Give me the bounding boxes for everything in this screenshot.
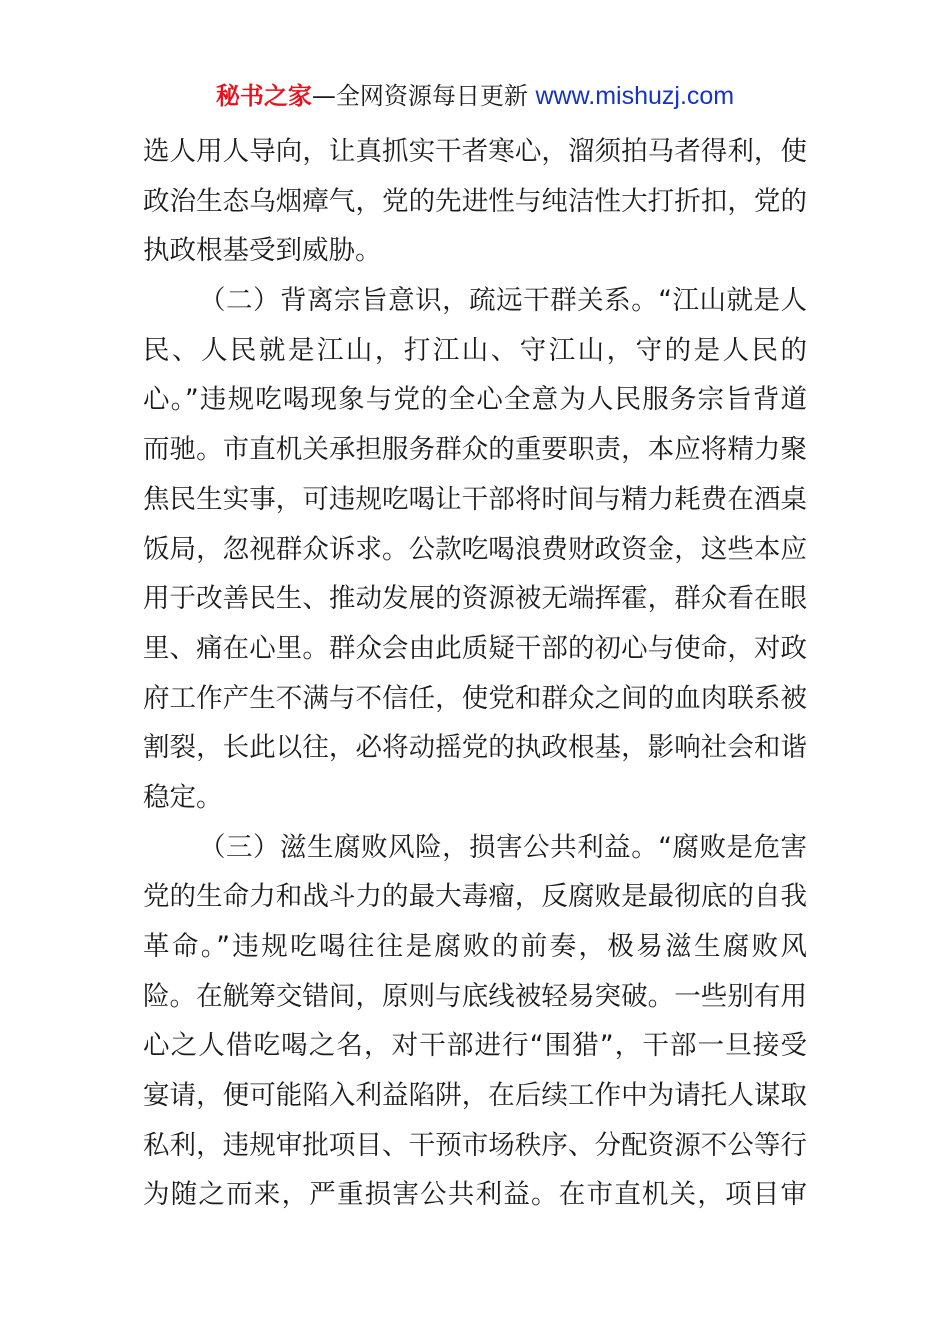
text-line: 里、痛在心里。群众会由此质疑干部的初心与使命，对政 [143,632,807,664]
section-heading-line: （二）背离宗旨意识，疏远干群关系。“江山就是人 [199,285,807,317]
text-line: 心之人借吃喝之名，对干部进行“围猎”，干部一旦接受 [143,1030,807,1062]
document-body [143,127,807,1220]
site-tagline: —全网资源每日更新 [311,82,528,110]
text-line: 民、人民就是江山，打江山、守江山，守的是人民的 [143,334,807,366]
site-header [0,80,950,112]
text-line: 焦民生实事，可违规吃喝让干部将时间与精力耗费在酒桌 [143,483,807,515]
text-line: 宴请，便可能陷入利益陷阱，在后续工作中为请托人谋取 [143,1080,807,1112]
text-line: 政治生态乌烟瘴气，党的先进性与纯洁性大打折扣，党的 [143,185,807,217]
text-line: 党的生命力和战斗力的最大毒瘤，反腐败是最彻底的自我 [143,881,807,913]
text-line: 府工作产生不满与不信任，使党和群众之间的血肉联系被 [143,682,807,714]
text-line: 用于改善民生、推动发展的资源被无端挥霍，群众看在眼 [143,583,807,615]
site-url: www.mishuzj.com [535,82,735,110]
site-brand: 秘书之家 [215,82,312,110]
section-heading-line: （三）滋生腐败风险，损害公共利益。“腐败是危害 [199,831,807,863]
text-line: 险。在觥筹交错间，原则与底线被轻易突破。一些别有用 [143,980,807,1012]
text-line: 私利，违规审批项目、干预市场秩序、分配资源不公等行 [143,1129,807,1161]
text-line: 为随之而来，严重损害公共利益。在市直机关，项目审 [143,1179,807,1211]
text-line: 而驰。市直机关承担服务群众的重要职责，本应将精力聚 [143,434,807,466]
text-line: 执政根基受到威胁。 [143,235,382,267]
text-line: 饭局，忽视群众诉求。公款吃喝浪费财政资金，这些本应 [143,533,807,565]
text-line: 稳定。 [143,781,223,813]
text-line: 选人用人导向，让真抓实干者寒心，溜须拍马者得利，使 [143,136,807,167]
text-line: 割裂，长此以往，必将动摇党的执政根基，影响社会和谐 [143,732,807,764]
text-line: 心。”违规吃喝现象与党的全心全意为人民服务宗旨背道 [143,384,807,416]
text-line: 革命。”违规吃喝往往是腐败的前奏，极易滋生腐败风 [143,931,807,962]
